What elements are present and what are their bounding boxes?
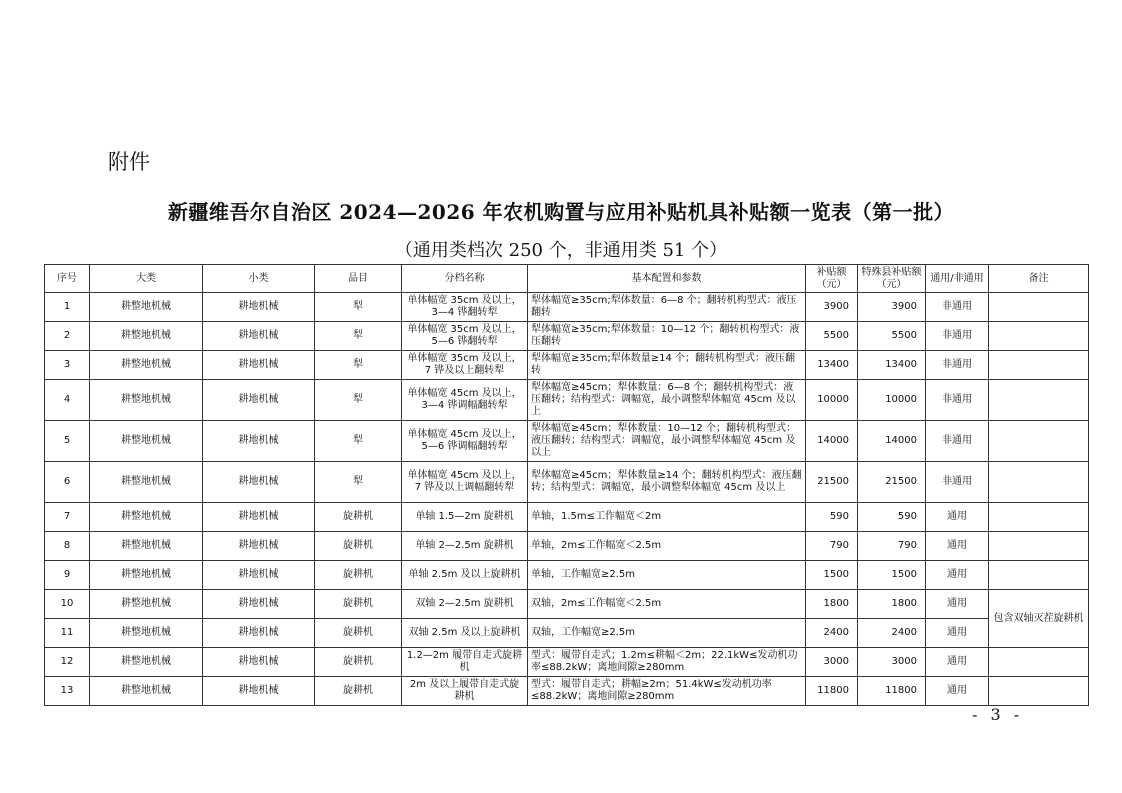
cell-special-subsidy: 590: [858, 503, 926, 532]
cell-category: 耕整地机械: [90, 590, 203, 619]
cell-type: 非通用: [926, 351, 989, 380]
cell-grade: 双轴 2.5m 及以上旋耕机: [402, 619, 528, 648]
cell-subsidy: 13400: [806, 351, 858, 380]
cell-subsidy: 5500: [806, 322, 858, 351]
cell-remark: [989, 421, 1089, 462]
cell-remark: [989, 351, 1089, 380]
cell-subcategory: 耕地机械: [203, 648, 315, 677]
cell-no: 3: [45, 351, 90, 380]
cell-subsidy: 790: [806, 532, 858, 561]
cell-params: 犁体幅宽≥45cm；犁体数量：6—8 个；翻转机构型式：液压翻转；结构型式：调幅宽，最小调整犁体幅宽 45cm 及以上: [528, 380, 806, 421]
cell-item: 旋耕机: [315, 561, 402, 590]
cell-remark: [989, 503, 1089, 532]
cell-no: 13: [45, 677, 90, 706]
cell-no: 1: [45, 293, 90, 322]
cell-no: 5: [45, 421, 90, 462]
cell-subsidy: 10000: [806, 380, 858, 421]
cell-category: 耕整地机械: [90, 351, 203, 380]
cell-category: 耕整地机械: [90, 561, 203, 590]
table-row: [45, 532, 1089, 561]
cell-special-subsidy: 11800: [858, 677, 926, 706]
cell-grade: 单体幅宽 45cm 及以上，5—6 铧调幅翻转犁: [402, 421, 528, 462]
attachment-label: 附件: [108, 150, 150, 174]
cell-remark-merged: 包含双轴灭茬旋耕机: [989, 590, 1089, 648]
cell-category: 耕整地机械: [90, 293, 203, 322]
cell-subcategory: 耕地机械: [203, 677, 315, 706]
table-row: [45, 380, 1089, 421]
cell-subsidy: 2400: [806, 619, 858, 648]
cell-grade: 单轴 1.5—2m 旋耕机: [402, 503, 528, 532]
cell-type: 通用: [926, 503, 989, 532]
cell-special-subsidy: 790: [858, 532, 926, 561]
cell-special-subsidy: 2400: [858, 619, 926, 648]
cell-type: 通用: [926, 561, 989, 590]
cell-category: 耕整地机械: [90, 322, 203, 351]
cell-special-subsidy: 1800: [858, 590, 926, 619]
cell-type: 通用: [926, 590, 989, 619]
cell-special-subsidy: 13400: [858, 351, 926, 380]
cell-type: 通用: [926, 619, 989, 648]
cell-type: 非通用: [926, 293, 989, 322]
cell-type: 非通用: [926, 421, 989, 462]
cell-no: 7: [45, 503, 90, 532]
cell-category: 耕整地机械: [90, 421, 203, 462]
cell-params: 单轴，2m≤工作幅宽＜2.5m: [528, 532, 806, 561]
cell-no: 2: [45, 322, 90, 351]
cell-subsidy: 1500: [806, 561, 858, 590]
table-row: [45, 619, 1089, 648]
cell-category: 耕整地机械: [90, 532, 203, 561]
cell-grade: 单体幅宽 45cm 及以上，7 铧及以上调幅翻转犁: [402, 462, 528, 503]
cell-category: 耕整地机械: [90, 619, 203, 648]
cell-special-subsidy: 3000: [858, 648, 926, 677]
cell-item: 旋耕机: [315, 648, 402, 677]
cell-remark: [989, 532, 1089, 561]
cell-category: 耕整地机械: [90, 648, 203, 677]
cell-params: 型式：履带自走式；耕幅≥2m；51.4kW≤发动机功率≤88.2kW；离地间隙≥280mm: [528, 677, 806, 706]
cell-subsidy: 3900: [806, 293, 858, 322]
cell-no: 9: [45, 561, 90, 590]
table-row: [45, 677, 1089, 706]
cell-category: 耕整地机械: [90, 503, 203, 532]
cell-type: 通用: [926, 532, 989, 561]
table-row: [45, 561, 1089, 590]
document-subtitle: （通用类档次 250 个，非通用类 51 个）: [394, 240, 728, 261]
page-number: - 3 -: [972, 705, 1024, 724]
cell-no: 12: [45, 648, 90, 677]
cell-type: 非通用: [926, 322, 989, 351]
cell-subsidy: 21500: [806, 462, 858, 503]
cell-category: 耕整地机械: [90, 380, 203, 421]
cell-no: 11: [45, 619, 90, 648]
cell-subcategory: 耕地机械: [203, 351, 315, 380]
cell-grade: 单轴 2—2.5m 旋耕机: [402, 532, 528, 561]
table-row: [45, 322, 1089, 351]
header-cell: 小类: [203, 265, 315, 293]
cell-item: 犁: [315, 462, 402, 503]
cell-subcategory: 耕地机械: [203, 503, 315, 532]
cell-item: 旋耕机: [315, 532, 402, 561]
cell-no: 6: [45, 462, 90, 503]
cell-params: 犁体幅宽≥45cm；犁体数量：10—12 个；翻转机构型式：液压翻转；结构型式：调幅宽，最小调整犁体幅宽 45cm 及以上: [528, 421, 806, 462]
cell-special-subsidy: 21500: [858, 462, 926, 503]
cell-params: 犁体幅宽≥35cm;犁体数量≥14 个；翻转机构型式：液压翻转: [528, 351, 806, 380]
cell-item: 犁: [315, 351, 402, 380]
cell-remark: [989, 380, 1089, 421]
cell-remark: [989, 462, 1089, 503]
cell-type: 通用: [926, 648, 989, 677]
cell-type: 非通用: [926, 380, 989, 421]
cell-remark: [989, 648, 1089, 677]
cell-grade: 单轴 2.5m 及以上旋耕机: [402, 561, 528, 590]
cell-params: 单轴，1.5m≤工作幅宽＜2m: [528, 503, 806, 532]
cell-subsidy: 1800: [806, 590, 858, 619]
cell-subcategory: 耕地机械: [203, 590, 315, 619]
cell-no: 8: [45, 532, 90, 561]
cell-type: 非通用: [926, 462, 989, 503]
header-cell: 品目: [315, 265, 402, 293]
cell-no: 10: [45, 590, 90, 619]
cell-params: 双轴，工作幅宽≥2.5m: [528, 619, 806, 648]
cell-remark: [989, 677, 1089, 706]
cell-params: 犁体幅宽≥45cm；犁体数量≥14 个；翻转机构型式：液压翻转；结构型式：调幅宽，最小调整犁体幅宽 45cm 及以上: [528, 462, 806, 503]
cell-item: 犁: [315, 380, 402, 421]
cell-subcategory: 耕地机械: [203, 619, 315, 648]
cell-special-subsidy: 10000: [858, 380, 926, 421]
cell-params: 犁体幅宽≥35cm;犁体数量：6—8 个；翻转机构型式：液压翻转: [528, 293, 806, 322]
cell-special-subsidy: 1500: [858, 561, 926, 590]
header-cell: 特殊县补贴额（元）: [858, 265, 926, 293]
table-row: [45, 351, 1089, 380]
cell-params: 双轴，2m≤工作幅宽＜2.5m: [528, 590, 806, 619]
header-cell: 大类: [90, 265, 203, 293]
header-cell: 补贴额（元）: [806, 265, 858, 293]
cell-category: 耕整地机械: [90, 677, 203, 706]
table-row: [45, 648, 1089, 677]
header-cell: 通用/非通用: [926, 265, 989, 293]
cell-item: 旋耕机: [315, 619, 402, 648]
cell-subcategory: 耕地机械: [203, 322, 315, 351]
cell-subsidy: 14000: [806, 421, 858, 462]
cell-type: 通用: [926, 677, 989, 706]
cell-item: 犁: [315, 421, 402, 462]
table-row: [45, 421, 1089, 462]
cell-subcategory: 耕地机械: [203, 293, 315, 322]
cell-category: 耕整地机械: [90, 462, 203, 503]
cell-subcategory: 耕地机械: [203, 532, 315, 561]
table-row: [45, 503, 1089, 532]
cell-special-subsidy: 5500: [858, 322, 926, 351]
table-row: [45, 462, 1089, 503]
cell-grade: 单体幅宽 35cm 及以上，7 铧及以上翻转犁: [402, 351, 528, 380]
cell-subsidy: 11800: [806, 677, 858, 706]
cell-item: 旋耕机: [315, 590, 402, 619]
cell-subcategory: 耕地机械: [203, 421, 315, 462]
cell-item: 旋耕机: [315, 503, 402, 532]
cell-subsidy: 590: [806, 503, 858, 532]
cell-grade: 单体幅宽 35cm 及以上，3—4 铧翻转犁: [402, 293, 528, 322]
document-title: 新疆维吾尔自治区 2024—2026 年农机购置与应用补贴机具补贴额一览表（第一批）: [167, 200, 955, 224]
cell-params: 犁体幅宽≥35cm;犁体数量：10—12 个；翻转机构型式：液压翻转: [528, 322, 806, 351]
subsidy-table: [44, 264, 1089, 706]
cell-special-subsidy: 3900: [858, 293, 926, 322]
cell-grade: 单体幅宽 35cm 及以上，5—6 铧翻转犁: [402, 322, 528, 351]
cell-subcategory: 耕地机械: [203, 561, 315, 590]
table-header-row: [45, 265, 1089, 293]
cell-params: 型式：履带自走式；1.2m≤耕幅＜2m；22.1kW≤发动机功率≤88.2kW；离地间隙≥280mm: [528, 648, 806, 677]
header-cell: 序号: [45, 265, 90, 293]
cell-no: 4: [45, 380, 90, 421]
cell-subcategory: 耕地机械: [203, 462, 315, 503]
cell-remark: [989, 293, 1089, 322]
cell-special-subsidy: 14000: [858, 421, 926, 462]
cell-item: 旋耕机: [315, 677, 402, 706]
cell-grade: 单体幅宽 45cm 及以上，3—4 铧调幅翻转犁: [402, 380, 528, 421]
cell-subsidy: 3000: [806, 648, 858, 677]
header-cell: 基本配置和参数: [528, 265, 806, 293]
header-cell: 分档名称: [402, 265, 528, 293]
table-row: [45, 590, 1089, 619]
cell-grade: 2m 及以上履带自走式旋耕机: [402, 677, 528, 706]
table-row: [45, 293, 1089, 322]
cell-grade: 双轴 2—2.5m 旋耕机: [402, 590, 528, 619]
cell-grade: 1.2—2m 履带自走式旋耕机: [402, 648, 528, 677]
cell-remark: [989, 322, 1089, 351]
cell-params: 单轴，工作幅宽≥2.5m: [528, 561, 806, 590]
cell-remark: [989, 561, 1089, 590]
header-cell: 备注: [989, 265, 1089, 293]
cell-item: 犁: [315, 322, 402, 351]
cell-item: 犁: [315, 293, 402, 322]
cell-subcategory: 耕地机械: [203, 380, 315, 421]
